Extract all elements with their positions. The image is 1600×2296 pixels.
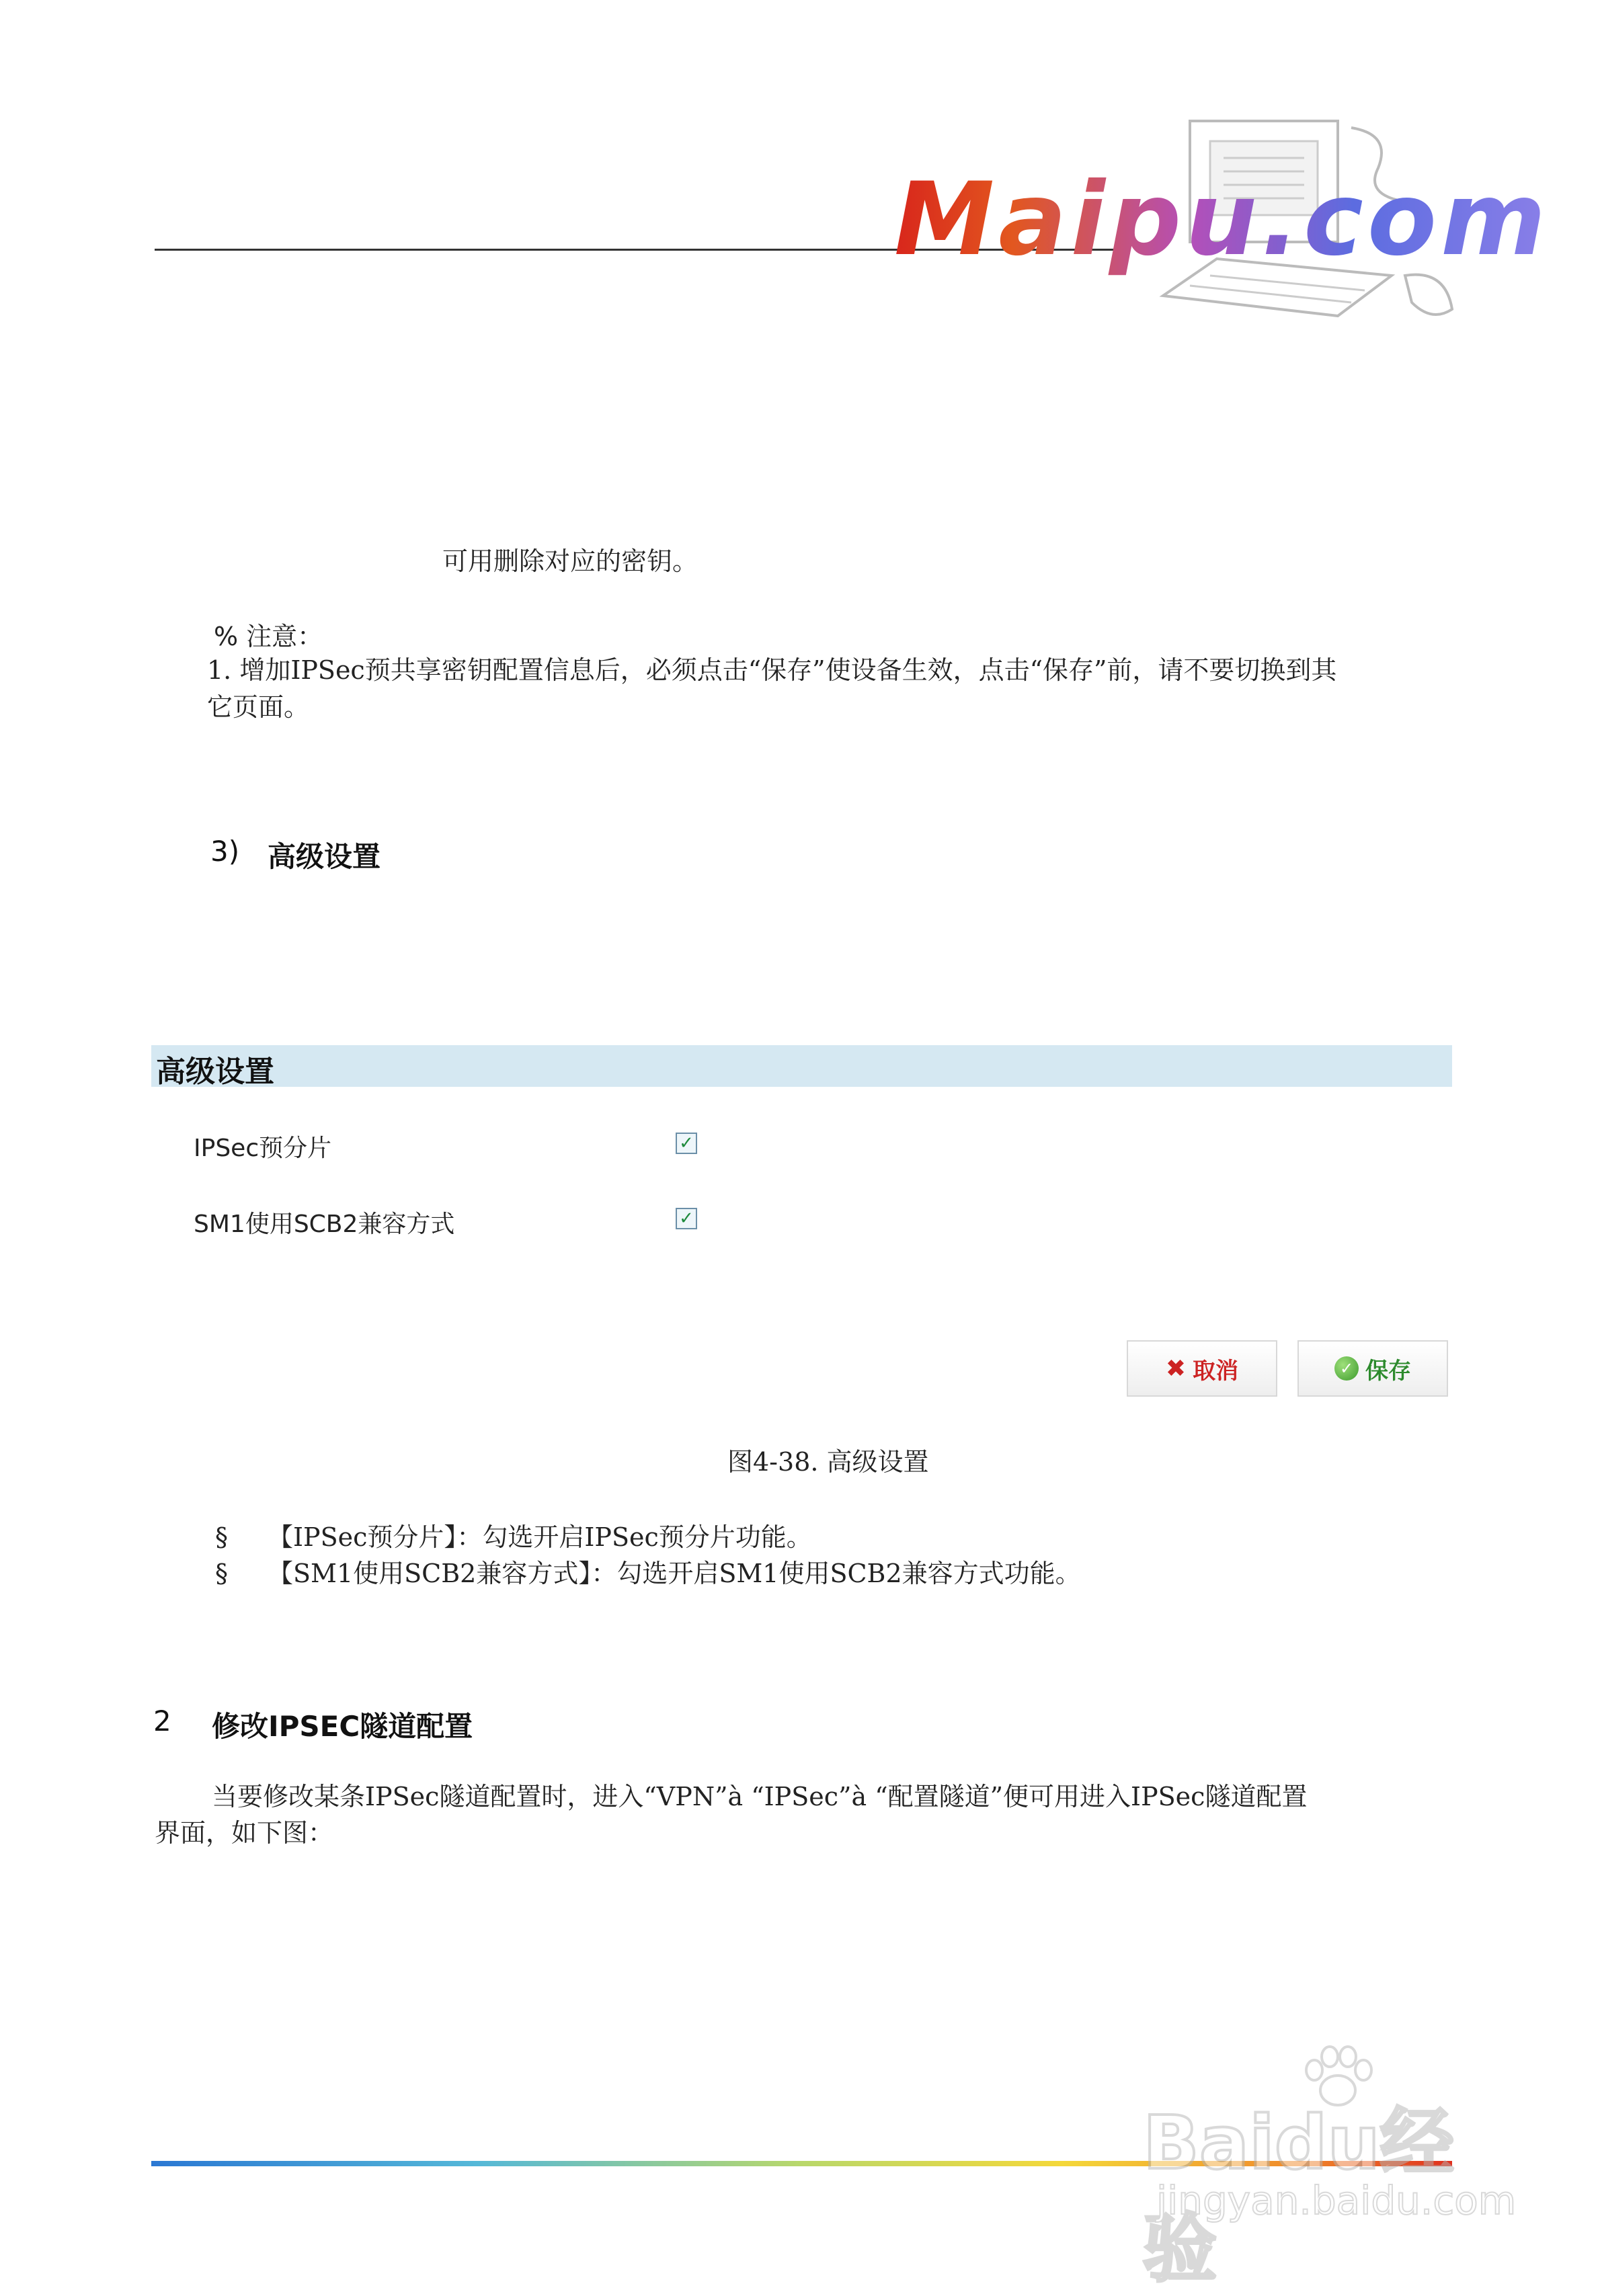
bullet-text: 【SM1使用SCB2兼容方式】：勾选开启SM1使用SCB2兼容方式功能。 [268,1559,1081,1588]
save-button-label: 保存 [1365,1357,1411,1385]
bullet-text: 【IPSec预分片】：勾选开启IPSec预分片功能。 [268,1522,812,1552]
section-2-title: 修改IPSEC隧道配置 [212,1710,473,1743]
bullet-symbol: § [215,1522,228,1552]
save-button[interactable] [1297,1340,1448,1397]
section-3-number: 3) [210,835,240,868]
paragraph-line-2: 界面，如下图： [155,1818,334,1848]
watermark-main-text: Baidu经验 [1143,2100,1454,2292]
close-icon: ✖ [1165,1354,1187,1383]
setting-label-ipsec-prefrag: IPSec预分片 [194,1135,332,1162]
maipu-logo [894,108,1550,336]
cancel-button-label: 取消 [1193,1357,1239,1385]
bullet-symbol: § [215,1559,228,1588]
baidu-watermark [1143,2043,1519,2292]
section-2-number: 2 [153,1705,171,1737]
checkmark-icon: ✓ [679,1133,694,1153]
watermark-sub-text: jingyan.baidu.com [1156,2178,1517,2223]
ipsec-prefrag-checkbox[interactable] [676,1133,697,1154]
note-line-2: 它页面。 [207,692,310,722]
note-line-1: 1. 增加IPSec预共享密钥配置信息后，必须点击“保存”使设备生效，点击“保存”前，请不要切换到其 [207,655,1337,685]
panel-header-bar [151,1045,1452,1087]
panel-title: 高级设置 [156,1055,274,1089]
sm1-scb2-checkbox[interactable] [676,1208,697,1229]
logo-text: Maipu.com [894,161,1550,278]
figure-caption: 图4-38. 高级设置 [727,1447,929,1477]
checkmark-icon: ✓ [679,1208,694,1229]
intro-text: 可用删除对应的密钥。 [442,546,698,576]
setting-label-sm1-scb2: SM1使用SCB2兼容方式 [194,1211,455,1238]
section-3-title: 高级设置 [268,840,381,873]
cancel-button[interactable] [1127,1340,1277,1397]
note-title: % 注意： [214,622,323,651]
check-circle-icon: ✓ [1334,1356,1359,1381]
paragraph-line-1: 当要修改某条IPSec隧道配置时，进入“VPN”à “IPSec”à “配置隧道”便可用进入IPSec隧道配置 [212,1782,1308,1811]
